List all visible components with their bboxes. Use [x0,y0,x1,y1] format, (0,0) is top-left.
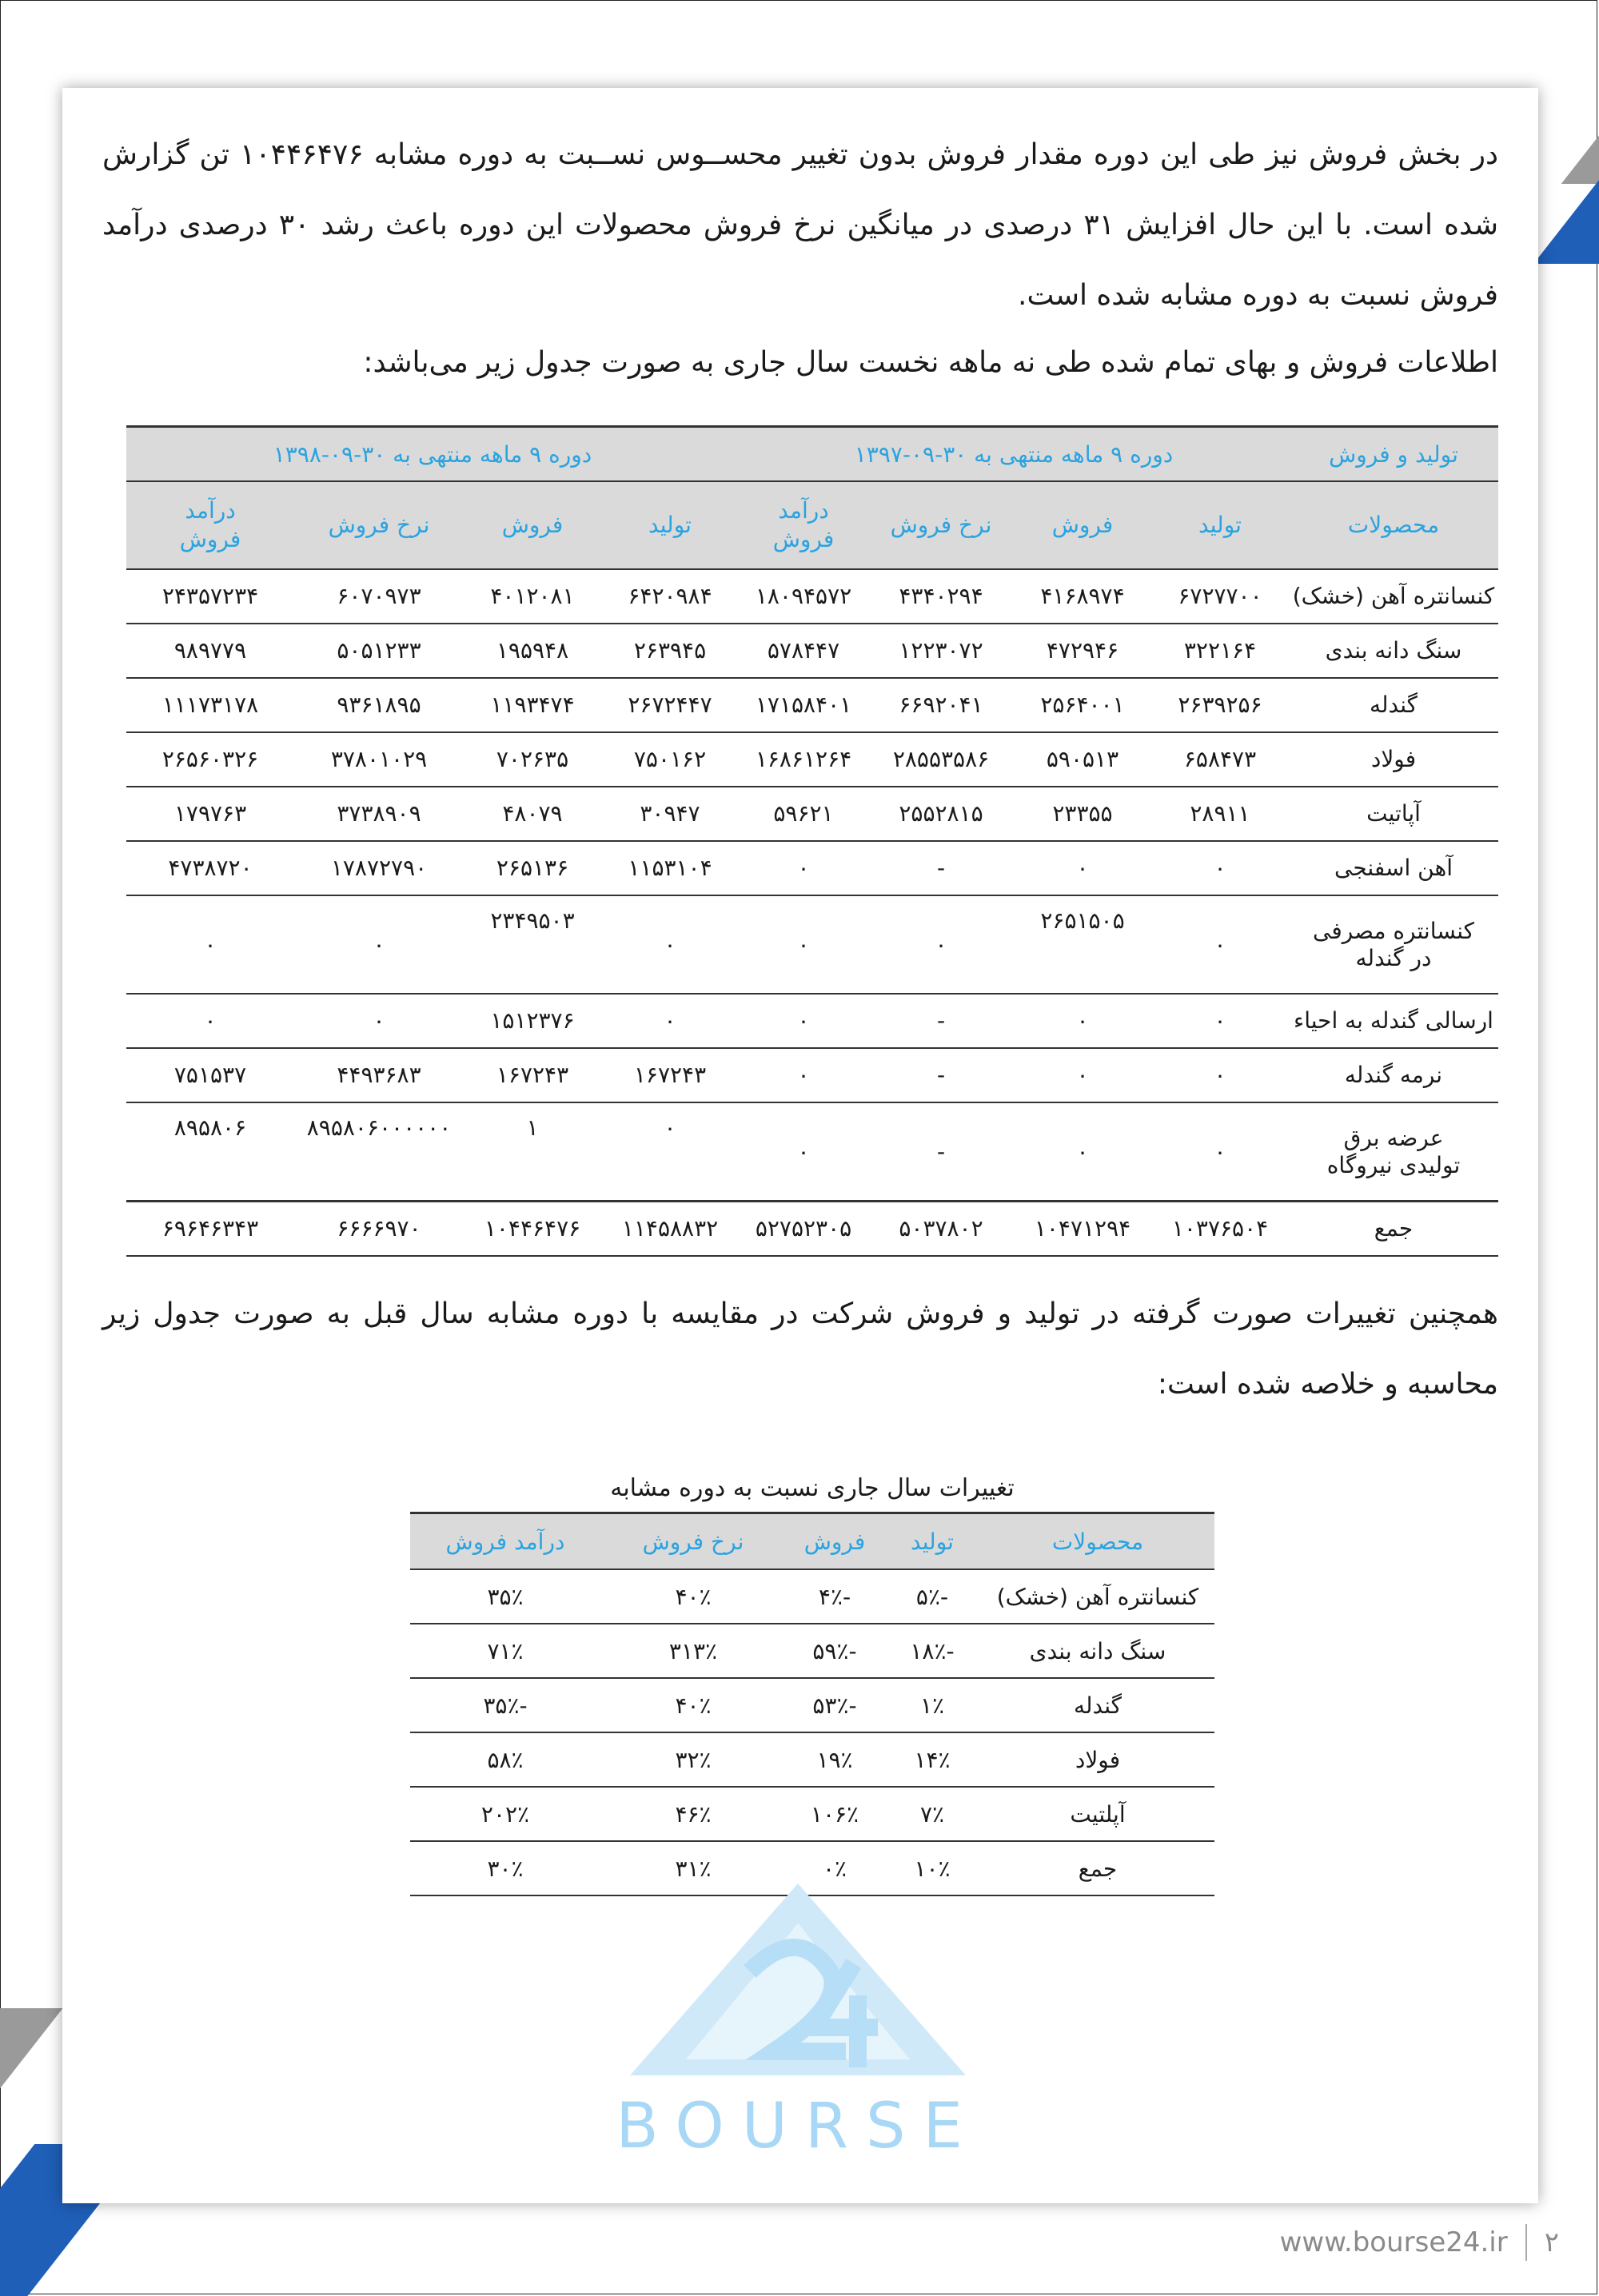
table-row: کنسانتره مصرفی در گندله ۰ ۲۶۵۱۵۰۵ ۰ ۰ ۰ ۲۳۴۹۵۰۳ ۰ ۰ [126,895,1498,994]
footer-divider [1525,2224,1527,2261]
intro-paragraph: در بخش فروش نیز طی این دوره مقدار فروش بدون تغییر محســوس نســبت به دوره مشابه ۱۰۴۴۶۴۷۶ تن گزارش شده است. با این حال افزایش ۳۱ درصدی در میانگین نرخ فروش محصولات این دوره باعث رشد ۳۰ درصدی درآمد فروش نسبت به دوره مشابه شده است. [102,138,1499,312]
col-production: تولید [601,481,739,569]
changes-table-caption: تغییرات سال جاری نسبت به دوره مشابه [610,1474,1015,1502]
page-content [102,120,1498,1896]
col-production: تولید [1151,481,1289,569]
col-products: محصولات [981,1513,1214,1570]
table-row: عرضه برق تولیدی نیروگاه ۰ ۰ - ۰ ۰ ۱ ۸۹۵۸۰۶۰۰۰۰۰۰ ۸۹۵۸۰۶ [126,1102,1498,1202]
col-revenue: درآمد فروش [410,1513,600,1570]
table-row: کنسانتره آهن (خشک) ۶۷۲۷۷۰۰ ۴۱۶۸۹۷۴ ۴۳۴۰۲۹۴ ۱۸۰۹۴۵۷۲ ۶۴۲۰۹۸۴ ۴۰۱۲۰۸۱ ۶۰۷۰۹۷۳ ۲۴۳۵۷۲۳۴ [126,569,1498,624]
sales-table [126,425,1498,1257]
table-row: نرمه گندله ۰ ۰ - ۰ ۱۶۷۲۴۳ ۱۶۷۲۴۳ ۴۴۹۳۶۸۳ ۷۵۱۵۳۷ [126,1048,1498,1102]
col-sales: فروش [1014,481,1151,569]
col-revenue: درآمد فروش [739,481,868,569]
table-row: گندله ۲۶۳۹۲۵۶ ۲۵۶۴۰۰۱ ۶۶۹۲۰۴۱ ۱۷۱۵۸۴۰۱ ۲۶۷۲۴۴۷ ۱۱۹۳۴۷۴ ۹۳۶۱۸۹۵ ۱۱۱۷۳۱۷۸ [126,678,1498,732]
table-row: کنسانتره آهن (خشک) -۵٪ -۴٪ ۴۰٪ ۳۵٪ [410,1569,1214,1624]
period-1397-header: دوره ۹ ماهه منتهی به ۳۰-۰۹-۱۳۹۷ [739,427,1289,482]
col-revenue: درآمد فروش [126,481,294,569]
table-row: آپلتیت ۷٪ ۱۰۶٪ ۴۶٪ ۲۰۲٪ [410,1787,1214,1841]
footer-site-link[interactable]: www.bourse24.ir [1279,2226,1508,2258]
col-rate: نرخ فروش [868,481,1014,569]
col-rate: نرخ فروش [294,481,464,569]
section-header: تولید و فروش [1289,427,1498,482]
changes-table [410,1512,1214,1896]
changes-intro-paragraph: همچنین تغییرات صورت گرفته در تولید و فروش شرکت در مقایسه با دوره مشابه سال قبل به صورت جدول زیر محاسبه و خلاصه شده است: [102,1297,1498,1401]
logo-text: BOURSE [616,2091,980,2162]
table-row: گندله ۱٪ -۵۳٪ ۴۰٪ -۳۵٪ [410,1678,1214,1732]
table-row: فولاد ۱۴٪ ۱۹٪ ۳۲٪ ۵۸٪ [410,1732,1214,1787]
table-row: سنگ دانه بندی -۱۸٪ -۵۹٪ ۳۱۳٪ ۷۱٪ [410,1624,1214,1678]
bourse24-watermark-logo [614,1875,982,2163]
col-sales: فروش [786,1513,883,1570]
table-row: آهن اسفنجی ۰ ۰ - ۰ ۱۱۵۳۱۰۴ ۲۶۵۱۳۶ ۱۷۸۷۲۷۹۰ ۴۷۳۸۷۲۰ [126,841,1498,895]
period-1398-header: دوره ۹ ماهه منتهی به ۳۰-۰۹-۱۳۹۸ [126,427,739,482]
page-footer [1280,2224,1559,2261]
document-page [62,88,1538,2203]
col-sales: فروش [464,481,601,569]
col-rate: نرخ فروش [600,1513,786,1570]
total-row: جمع ۱۰٪ ۰٪ ۳۱٪ ۳۰٪ [410,1841,1214,1895]
table-row: آپاتیت ۲۸۹۱۱ ۲۳۳۵۵ ۲۵۵۲۸۱۵ ۵۹۶۲۱ ۳۰۹۴۷ ۴۸۰۷۹ ۳۷۳۸۹۰۹ ۱۷۹۷۶۳ [126,787,1498,841]
col-production: تولید [883,1513,981,1570]
table-row: سنگ دانه بندی ۳۲۲۱۶۴ ۴۷۲۹۴۶ ۱۲۲۳۰۷۲ ۵۷۸۴۴۷ ۲۶۳۹۴۵ ۱۹۵۹۴۸ ۵۰۵۱۲۳۳ ۹۸۹۷۷۹ [126,624,1498,678]
table-intro-paragraph: اطلاعات فروش و بهای تمام شده طی نه ماهه نخست سال جاری به صورت جدول زیر می‌باشد: [363,346,1498,379]
table-row: ارسالی گندله به احیاء ۰ ۰ - ۰ ۰ ۱۵۱۲۳۷۶ ۰ ۰ [126,994,1498,1048]
total-row: جمع ۱۰۳۷۶۵۰۴ ۱۰۴۷۱۲۹۴ ۵۰۳۷۸۰۲ ۵۲۷۵۲۳۰۵ ۱۱۴۵۸۸۳۲ ۱۰۴۴۶۴۷۶ ۶۶۶۶۹۷۰ ۶۹۶۴۶۳۴۳ [126,1202,1498,1257]
table-row: فولاد ۶۵۸۴۷۳ ۵۹۰۵۱۳ ۲۸۵۵۳۵۸۶ ۱۶۸۶۱۲۶۴ ۷۵۰۱۶۲ ۷۰۲۶۳۵ ۳۷۸۰۱۰۲۹ ۲۶۵۶۰۳۲۶ [126,732,1498,787]
page-number: ۲ [1544,2226,1559,2258]
col-products: محصولات [1289,481,1498,569]
